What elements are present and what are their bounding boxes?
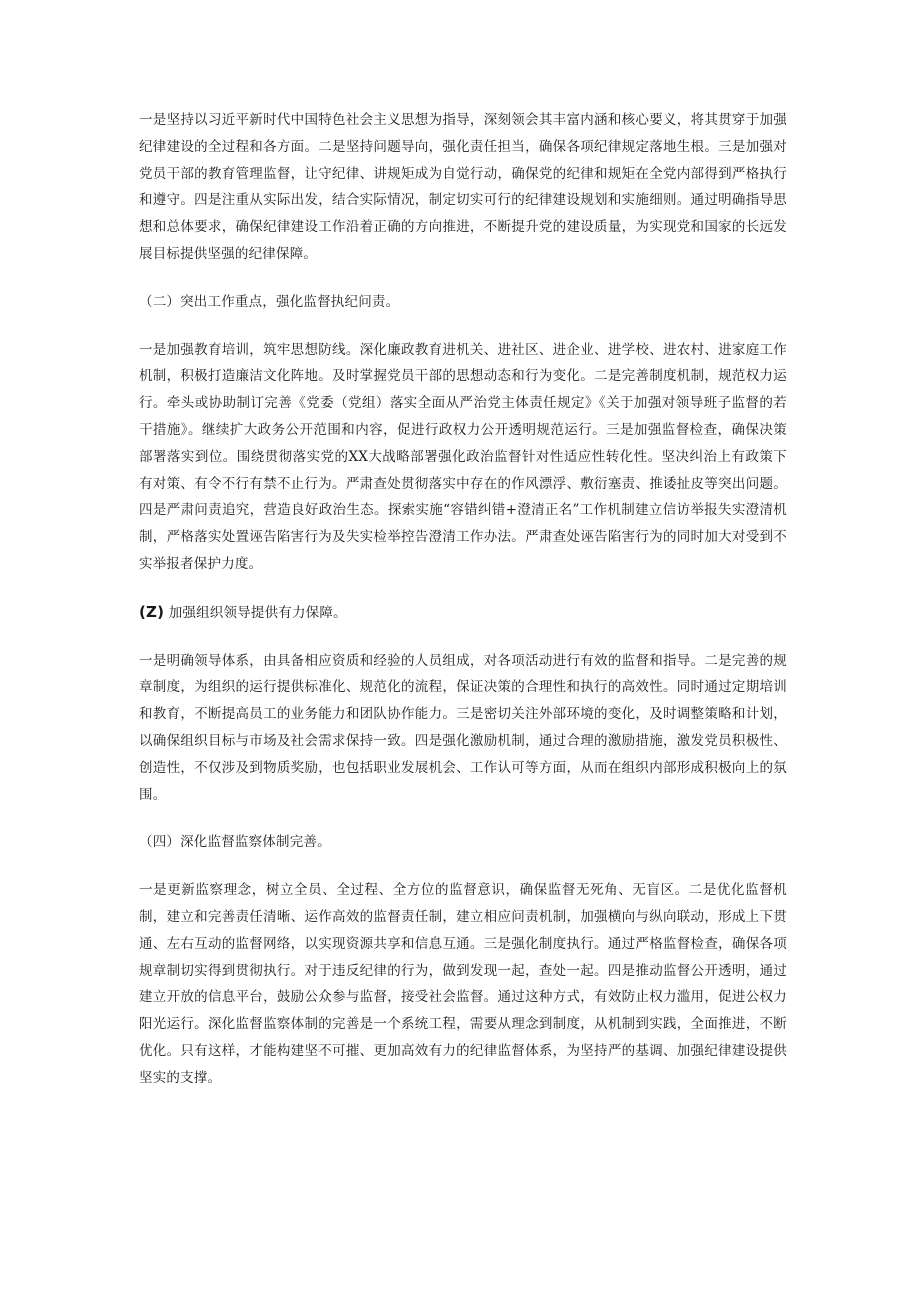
section-heading-2: （二）突出工作重点，强化监督执纪问责。 bbox=[139, 293, 400, 310]
section-heading-3-marker: (Z) bbox=[139, 602, 165, 621]
spacer bbox=[139, 856, 787, 877]
spacer bbox=[139, 627, 787, 648]
paragraph-supervision-focus: 一是加强教育培训，筑牢思想防线。深化廉政教育进机关、进社区、进企业、进学校、进农村、进家庭工作机制，积极打造廉洁文化阵地。及时掌握党员干部的思想动态和行为变化。二是完善制度机制，规范权力运行。牵头或协助制订完善《党委（党组）落实全面从严治党主体责任规定》《关于加强对领导班子监督的若干措施》。继续扩大政务公开范围和内容，促进行政权力公开透明规范运行。三是加强监督检查，确保决策部署落实到位。围绕贯彻落实党的XX大战略部署强化政治监督针对性适应性转化性。坚决纠治上有政策下有对策、有令不行有禁不止行为。严肃查处贯彻落实中存在的作风漂浮、敷衍塞责、推诿扯皮等突出问题。四是严肃问责追究，营造良好政治生态。探索实施“容错纠错+澄清正名”工作机制建立信访举报失实澄清机制，严格落实处置诬告陷害行为及失实检举控告澄清工作办法。严肃查处诬告陷害行为的同时加大对受到不实举报者保护力度。 bbox=[139, 341, 787, 572]
document-body bbox=[139, 107, 787, 1092]
spacer bbox=[139, 316, 787, 337]
spacer bbox=[139, 268, 787, 289]
spacer bbox=[139, 578, 787, 599]
section-heading-3 bbox=[139, 599, 787, 627]
section-heading-3-text: 加强组织领导提供有力保障。 bbox=[168, 604, 347, 621]
paragraph-organizational-leadership: 一是明确领导体系，由具备相应资质和经验的人员组成，对各项活动进行有效的监督和指导。二是完善的规章制度，为组织的运行提供标准化、规范化的流程，保证决策的合理性和执行的高效性。同时通过定期培训和教育，不断提高员工的业务能力和团队协作能力。三是密切关注外部环境的变化，及时调整策略和计划，以确保组织目标与市场及社会需求保持一致。四是强化激励机制，通过合理的激励措施，激发党员积极性、创造性，不仅涉及到物质奖励，也包括职业发展机会、工作认可等方面，从而在组织内部形成积极向上的氛围。 bbox=[139, 652, 787, 803]
paragraph-supervision-system: 一是更新监察理念，树立全员、全过程、全方位的监督意识，确保监督无死角、无盲区。二是优化监督机制，建立和完善责任清晰、运作高效的监督责任制，建立相应问责机制，加强横向与纵向联动，形成上下贯通、左右互动的监督网络，以实现资源共享和信息互通。三是强化制度执行。通过严格监督检查，确保各项规章制切实得到贯彻执行。对于违反纪律的行为，做到发现一起，查处一起。四是推动监督公开透明，通过建立开放的信息平台，鼓励公众参与监督，接受社会监督。通过这种方式，有效防止权力滥用，促进公权力阳光运行。深化监督监察体制的完善是一个系统工程，需要从理念到制度，从机制到实践，全面推进，不断优化。只有这样，才能构建坚不可摧、更加高效有力的纪律监督体系，为坚持严的基调、加强纪律建设提供坚实的支撑。 bbox=[139, 882, 787, 1086]
section-heading-4: （四）深化监督监察体制完善。 bbox=[139, 834, 331, 851]
paragraph-guiding-principles: 一是坚持以习近平新时代中国特色社会主义思想为指导，深刻领会其丰富内涵和核心要义，将其贯穿于加强纪律建设的全过程和各方面。二是坚持问题导向，强化责任担当，确保各项纪律规定落地生根。三是加强对党员干部的教育管理监督，让守纪律、讲规矩成为自觉行动，确保党的纪律和规矩在全党内部得到严格执行和遵守。四是注重从实际出发，结合实际情况，制定切实可行的纪律建设规划和实施细则。通过明确指导思想和总体要求，确保纪律建设工作沿着正确的方向推进，不断提升党的建设质量，为实现党和国家的长远发展目标提供坚强的纪律保障。 bbox=[139, 112, 787, 262]
spacer bbox=[139, 808, 787, 829]
